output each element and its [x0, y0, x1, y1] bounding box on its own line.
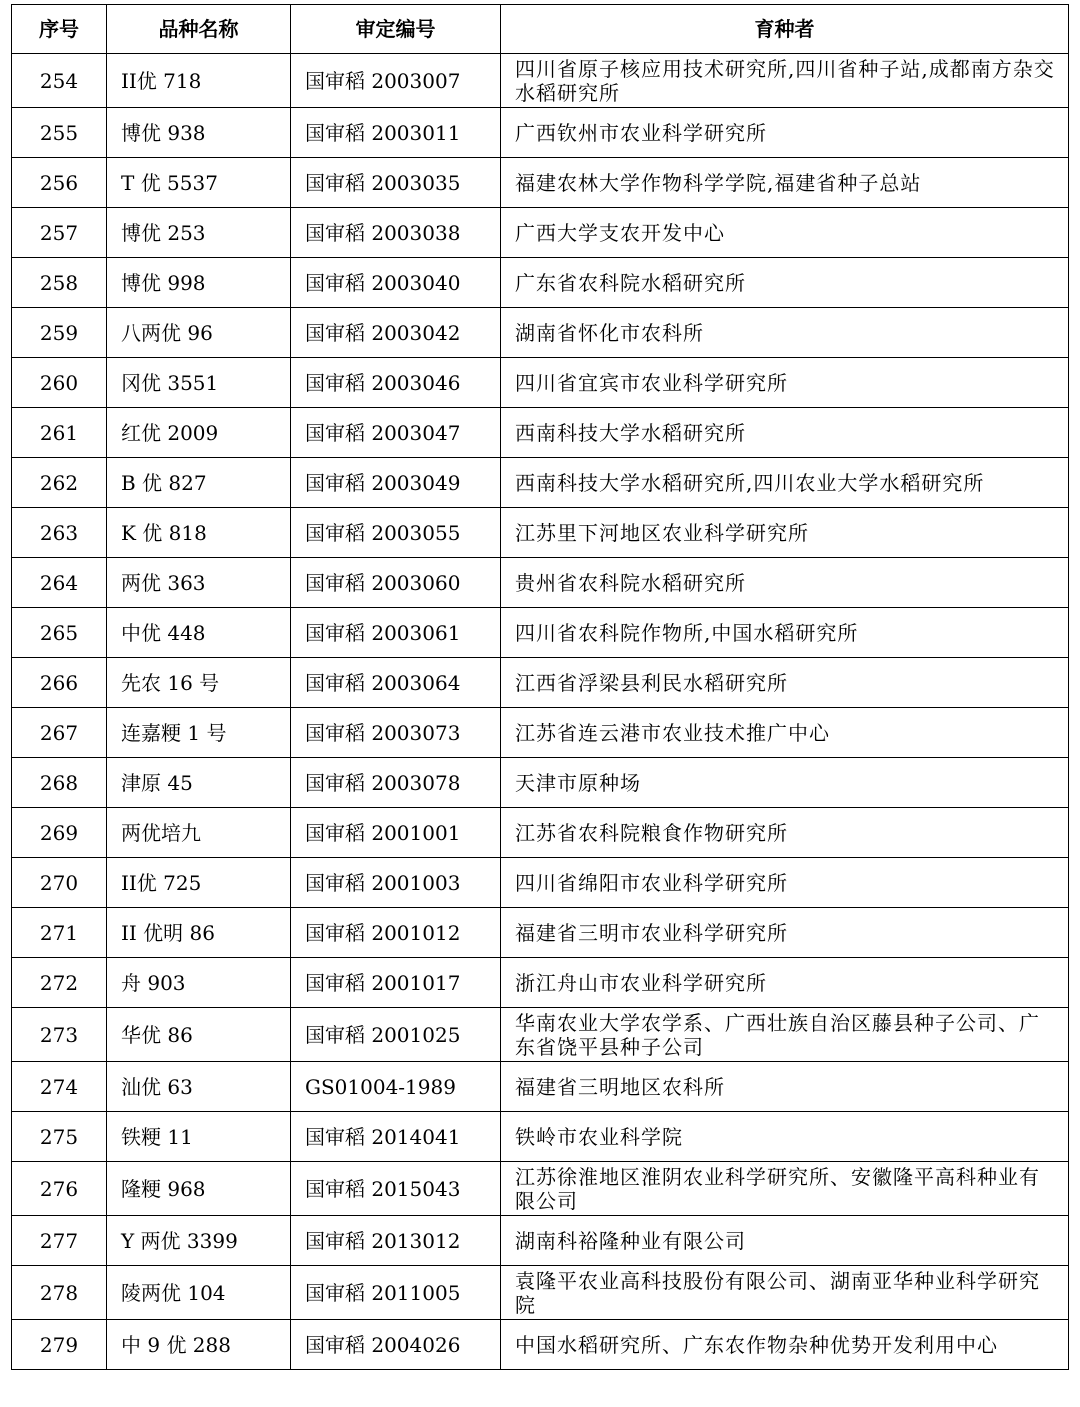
table-row — [12, 1266, 1069, 1320]
cell-no: 257 — [12, 208, 107, 258]
cell-breeder: 广西钦州市农业科学研究所 — [501, 108, 1069, 158]
cell-no: 259 — [12, 308, 107, 358]
cell-no: 272 — [12, 958, 107, 1008]
cell-code: 国审稻 2003011 — [291, 108, 501, 158]
cell-code: 国审稻 2003060 — [291, 558, 501, 608]
table-row — [12, 1320, 1069, 1370]
cell-code: 国审稻 2001012 — [291, 908, 501, 958]
cell-code: 国审稻 2003007 — [291, 54, 501, 108]
cell-no: 256 — [12, 158, 107, 208]
cell-no: 277 — [12, 1216, 107, 1266]
cell-no: 271 — [12, 908, 107, 958]
cell-no: 274 — [12, 1062, 107, 1112]
table-row — [12, 458, 1069, 508]
cell-breeder: 西南科技大学水稻研究所 — [501, 408, 1069, 458]
table-row — [12, 608, 1069, 658]
cell-code: 国审稻 2003040 — [291, 258, 501, 308]
cell-code: 国审稻 2003035 — [291, 158, 501, 208]
cell-name: 博优 938 — [107, 108, 291, 158]
cell-breeder: 广西大学支农开发中心 — [501, 208, 1069, 258]
cell-breeder: 浙江舟山市农业科学研究所 — [501, 958, 1069, 1008]
cell-name: K 优 818 — [107, 508, 291, 558]
cell-no: 266 — [12, 658, 107, 708]
cell-name: 舟 903 — [107, 958, 291, 1008]
cell-breeder: 四川省宜宾市农业科学研究所 — [501, 358, 1069, 408]
table-row — [12, 658, 1069, 708]
cell-breeder: 福建农林大学作物科学学院,福建省种子总站 — [501, 158, 1069, 208]
cell-code: 国审稻 2001001 — [291, 808, 501, 858]
cell-code: 国审稻 2003047 — [291, 408, 501, 458]
cell-name: 连嘉粳 1 号 — [107, 708, 291, 758]
table-row — [12, 408, 1069, 458]
header-no: 序号 — [12, 5, 107, 54]
cell-breeder: 四川省农科院作物所,中国水稻研究所 — [501, 608, 1069, 658]
cell-no: 267 — [12, 708, 107, 758]
cell-name: 八两优 96 — [107, 308, 291, 358]
table-row — [12, 1062, 1069, 1112]
cell-no: 276 — [12, 1162, 107, 1216]
cell-no: 279 — [12, 1320, 107, 1370]
cell-breeder: 福建省三明地区农科所 — [501, 1062, 1069, 1112]
variety-table — [11, 4, 1069, 1370]
cell-no: 265 — [12, 608, 107, 658]
cell-no: 275 — [12, 1112, 107, 1162]
cell-code: 国审稻 2003078 — [291, 758, 501, 808]
cell-code: 国审稻 2004026 — [291, 1320, 501, 1370]
cell-name: 铁粳 11 — [107, 1112, 291, 1162]
cell-breeder: 四川省原子核应用技术研究所,四川省种子站,成都南方杂交水稻研究所 — [501, 54, 1069, 108]
cell-no: 262 — [12, 458, 107, 508]
cell-name: II 优明 86 — [107, 908, 291, 958]
table-row — [12, 108, 1069, 158]
cell-no: 260 — [12, 358, 107, 408]
cell-code: 国审稻 2003064 — [291, 658, 501, 708]
cell-breeder: 江苏省连云港市农业技术推广中心 — [501, 708, 1069, 758]
cell-name: 两优培九 — [107, 808, 291, 858]
cell-breeder: 江西省浮梁县利民水稻研究所 — [501, 658, 1069, 708]
header-row — [12, 5, 1069, 54]
cell-breeder: 江苏省农科院粮食作物研究所 — [501, 808, 1069, 858]
cell-code: 国审稻 2011005 — [291, 1266, 501, 1320]
cell-name: 博优 253 — [107, 208, 291, 258]
cell-no: 273 — [12, 1008, 107, 1062]
cell-code: 国审稻 2003046 — [291, 358, 501, 408]
cell-no: 278 — [12, 1266, 107, 1320]
cell-no: 264 — [12, 558, 107, 608]
table-row — [12, 208, 1069, 258]
table-row — [12, 858, 1069, 908]
cell-name: 中优 448 — [107, 608, 291, 658]
cell-name: 华优 86 — [107, 1008, 291, 1062]
table-row — [12, 1162, 1069, 1216]
table-row — [12, 508, 1069, 558]
cell-name: 冈优 3551 — [107, 358, 291, 408]
cell-code: 国审稻 2001017 — [291, 958, 501, 1008]
table-row — [12, 1008, 1069, 1062]
cell-name: II优 725 — [107, 858, 291, 908]
cell-name: B 优 827 — [107, 458, 291, 508]
cell-name: 陵两优 104 — [107, 1266, 291, 1320]
table-row — [12, 258, 1069, 308]
cell-code: 国审稻 2003055 — [291, 508, 501, 558]
table-row — [12, 54, 1069, 108]
cell-no: 254 — [12, 54, 107, 108]
cell-code: 国审稻 2001025 — [291, 1008, 501, 1062]
cell-breeder: 天津市原种场 — [501, 758, 1069, 808]
header-breeder: 育种者 — [501, 5, 1069, 54]
cell-breeder: 贵州省农科院水稻研究所 — [501, 558, 1069, 608]
table-row — [12, 758, 1069, 808]
cell-code: 国审稻 2003042 — [291, 308, 501, 358]
cell-code: 国审稻 2003049 — [291, 458, 501, 508]
cell-breeder: 铁岭市农业科学院 — [501, 1112, 1069, 1162]
cell-no: 263 — [12, 508, 107, 558]
cell-name: 中 9 优 288 — [107, 1320, 291, 1370]
cell-no: 269 — [12, 808, 107, 858]
cell-breeder: 中国水稻研究所、广东农作物杂种优势开发利用中心 — [501, 1320, 1069, 1370]
cell-name: 博优 998 — [107, 258, 291, 308]
cell-name: 两优 363 — [107, 558, 291, 608]
cell-name: 汕优 63 — [107, 1062, 291, 1112]
cell-name: 先农 16 号 — [107, 658, 291, 708]
cell-no: 255 — [12, 108, 107, 158]
header-name: 品种名称 — [107, 5, 291, 54]
cell-code: 国审稻 2013012 — [291, 1216, 501, 1266]
cell-breeder: 袁隆平农业高科技股份有限公司、湖南亚华种业科学研究院 — [501, 1266, 1069, 1320]
table-row — [12, 908, 1069, 958]
table-row — [12, 308, 1069, 358]
cell-code: 国审稻 2003061 — [291, 608, 501, 658]
cell-breeder: 湖南省怀化市农科所 — [501, 308, 1069, 358]
cell-code: 国审稻 2014041 — [291, 1112, 501, 1162]
table-row — [12, 958, 1069, 1008]
cell-code: 国审稻 2015043 — [291, 1162, 501, 1216]
table-row — [12, 708, 1069, 758]
table-row — [12, 1216, 1069, 1266]
cell-name: Y 两优 3399 — [107, 1216, 291, 1266]
table-row — [12, 358, 1069, 408]
cell-name: 隆粳 968 — [107, 1162, 291, 1216]
cell-code: 国审稻 2001003 — [291, 858, 501, 908]
cell-breeder: 湖南科裕隆种业有限公司 — [501, 1216, 1069, 1266]
cell-no: 261 — [12, 408, 107, 458]
header-code: 审定编号 — [291, 5, 501, 54]
cell-breeder: 江苏徐淮地区淮阴农业科学研究所、安徽隆平高科种业有限公司 — [501, 1162, 1069, 1216]
cell-code: GS01004-1989 — [291, 1062, 501, 1112]
cell-breeder: 福建省三明市农业科学研究所 — [501, 908, 1069, 958]
cell-breeder: 西南科技大学水稻研究所,四川农业大学水稻研究所 — [501, 458, 1069, 508]
cell-breeder: 广东省农科院水稻研究所 — [501, 258, 1069, 308]
table-row — [12, 1112, 1069, 1162]
cell-code: 国审稻 2003073 — [291, 708, 501, 758]
cell-breeder: 华南农业大学农学系、广西壮族自治区藤县种子公司、广东省饶平县种子公司 — [501, 1008, 1069, 1062]
cell-code: 国审稻 2003038 — [291, 208, 501, 258]
table-row — [12, 558, 1069, 608]
table-row — [12, 808, 1069, 858]
table-row — [12, 158, 1069, 208]
cell-name: T 优 5537 — [107, 158, 291, 208]
cell-name: 红优 2009 — [107, 408, 291, 458]
table-body — [12, 54, 1069, 1370]
cell-name: 津原 45 — [107, 758, 291, 808]
cell-name: II优 718 — [107, 54, 291, 108]
cell-no: 270 — [12, 858, 107, 908]
cell-no: 258 — [12, 258, 107, 308]
cell-no: 268 — [12, 758, 107, 808]
cell-breeder: 江苏里下河地区农业科学研究所 — [501, 508, 1069, 558]
cell-breeder: 四川省绵阳市农业科学研究所 — [501, 858, 1069, 908]
